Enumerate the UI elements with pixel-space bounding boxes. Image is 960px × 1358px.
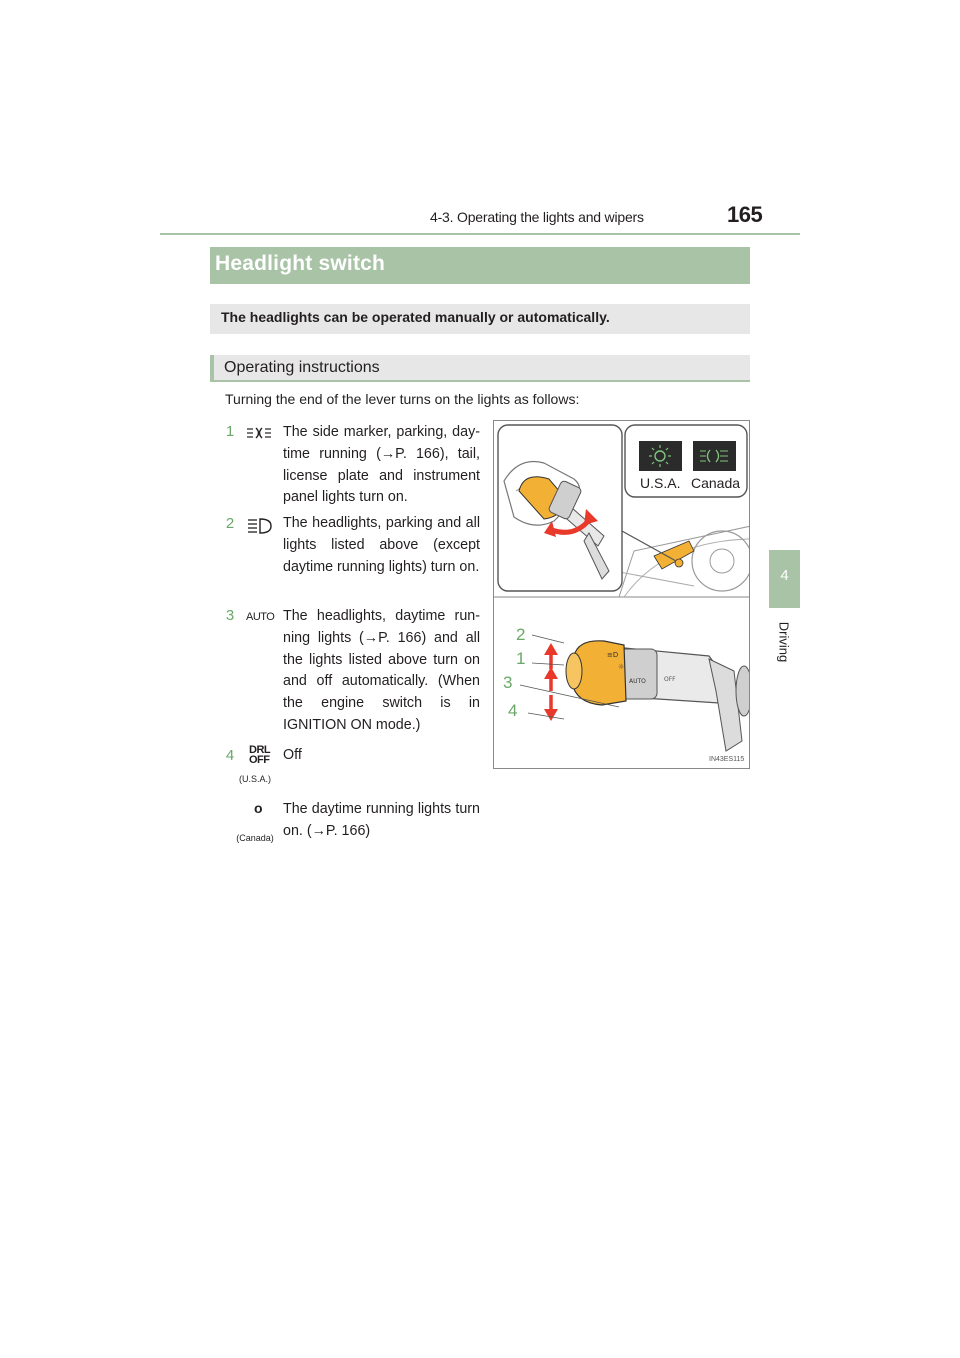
headlight-lever-illustration: [493, 420, 750, 769]
item-description-2: The headlights, parking and all lights listed above (except daytime running lights) turn on.: [283, 515, 480, 575]
running-header-section: 4-3. Operating the lights and wipers: [430, 209, 644, 225]
header-rule: [160, 233, 800, 235]
illustration-code: IN43ES115: [709, 756, 745, 763]
label-canada: Canada: [691, 475, 741, 491]
auto-icon: AUTO: [246, 611, 275, 623]
item-number-3: 3: [225, 607, 235, 624]
lead-text: Turning the end of the lever turns on the lights as follows:: [225, 391, 580, 407]
item-number-1: 1: [225, 423, 235, 440]
item-number-4: 4: [225, 747, 235, 764]
item-number-2: 2: [225, 515, 235, 532]
icon-caption-usa: (U.S.A.): [238, 774, 271, 784]
lever-drawing: [494, 421, 750, 769]
icon-caption-canada: (Canada): [236, 833, 274, 843]
svg-text:☼: ☼: [618, 663, 625, 671]
item-description-4: Off: [283, 747, 302, 763]
intro-text: The headlights can be operated manually or automatically.: [221, 309, 610, 325]
drl-off-icon: DRL OFF: [249, 744, 270, 766]
svg-text:≡D: ≡D: [607, 651, 619, 659]
chapter-tab-label: Driving: [776, 621, 792, 663]
chapter-tab-number: 4: [780, 567, 789, 584]
daytime-running-lights-icon: o: [254, 800, 263, 816]
item-description-canada: The daytime running lights turn on. (→P. 166): [283, 801, 480, 839]
page-title: Headlight switch: [215, 252, 386, 275]
item-description-3: The headlights, daytime run-ning lights (→P. 166) and all the lights listed above turn on and off automatically. (When the engine switch is in IGNITION ON mode.): [283, 608, 480, 733]
subheading-text: Operating instructions: [224, 359, 380, 376]
callout-2: 2: [516, 625, 526, 644]
svg-text:AUTO: AUTO: [629, 678, 646, 685]
svg-text:OFF: OFF: [664, 676, 676, 683]
callout-1: 1: [516, 649, 526, 668]
callout-3: 3: [503, 673, 513, 692]
side-marker-lights-icon: [244, 424, 274, 442]
headlight-icon: [246, 516, 274, 536]
item-description-1: The side marker, parking, day-time running (→P. 166), tail, license plate and instrument panel lights turn on.: [283, 424, 480, 506]
callout-4: 4: [508, 701, 518, 720]
label-usa: U.S.A.: [640, 475, 681, 491]
page-number: 165: [727, 202, 763, 227]
